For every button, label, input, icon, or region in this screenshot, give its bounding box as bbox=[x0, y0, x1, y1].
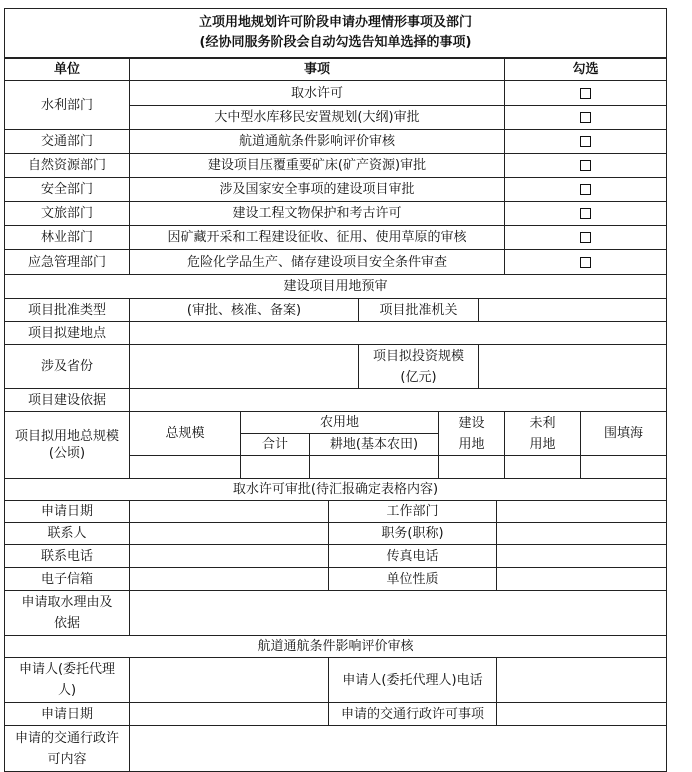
item-grassland: 因矿藏开采和工程建设征收、征用、使用草原的审核 bbox=[129, 225, 505, 250]
unit-nature-field[interactable] bbox=[496, 567, 667, 591]
approval-type-field[interactable]: (审批、核准、备案) bbox=[129, 298, 359, 322]
check-cell bbox=[504, 105, 667, 130]
check-cell bbox=[504, 249, 667, 275]
water-apply-date-field[interactable] bbox=[129, 500, 329, 523]
dept-culture: 文旅部门 bbox=[4, 201, 130, 226]
checkbox[interactable] bbox=[580, 184, 591, 195]
header-item: 事项 bbox=[129, 58, 505, 81]
checkbox[interactable] bbox=[580, 232, 591, 243]
applicant-phone-field[interactable] bbox=[496, 657, 667, 703]
dept-transport: 交通部门 bbox=[4, 129, 130, 154]
province-field[interactable] bbox=[129, 344, 359, 389]
checkbox[interactable] bbox=[580, 257, 591, 268]
reclamation-label: 围填海 bbox=[580, 411, 667, 456]
item-resettlement: 大中型水库移民安置规划(大纲)审批 bbox=[129, 105, 505, 130]
email-field[interactable] bbox=[129, 567, 329, 591]
approval-org-field[interactable] bbox=[478, 298, 667, 322]
checkbox[interactable] bbox=[580, 136, 591, 147]
construction-land-label: 建设用地 bbox=[438, 411, 505, 456]
permit-content-field[interactable] bbox=[129, 725, 667, 772]
unused-land-label: 未利用地 bbox=[504, 411, 581, 456]
dept-emergency: 应急管理部门 bbox=[4, 249, 130, 275]
basis-field[interactable] bbox=[129, 388, 667, 412]
work-dept-label: 工作部门 bbox=[328, 500, 497, 523]
phone-label: 联系电话 bbox=[4, 544, 130, 568]
farmland-sum-field[interactable] bbox=[240, 455, 310, 479]
dept-security: 安全部门 bbox=[4, 177, 130, 202]
reclamation-field[interactable] bbox=[580, 455, 667, 479]
approval-org-label: 项目批准机关 bbox=[358, 298, 479, 322]
land-area-label: 项目拟用地总规模(公顷) bbox=[4, 411, 130, 479]
phone-field[interactable] bbox=[129, 544, 329, 568]
form-title-line1: 立项用地规划许可阶段申请办理情形事项及部门 bbox=[198, 15, 472, 30]
nav-apply-date-label: 申请日期 bbox=[4, 702, 130, 726]
item-navigation: 航道通航条件影响评价审核 bbox=[129, 129, 505, 154]
item-heritage: 建设工程文物保护和考古许可 bbox=[129, 201, 505, 226]
item-mineral: 建设项目压覆重要矿床(矿产资源)审批 bbox=[129, 153, 505, 178]
construction-land-field[interactable] bbox=[438, 455, 505, 479]
position-label: 职务(职称) bbox=[328, 522, 497, 545]
applicant-label: 申请人(委托代理人) bbox=[4, 657, 130, 703]
site-label: 项目拟建地点 bbox=[4, 321, 130, 345]
water-apply-date-label: 申请日期 bbox=[4, 500, 130, 523]
form-title-line2: (经协同服务阶段会自动勾选告知单选择的事项) bbox=[199, 35, 472, 50]
total-scale-field[interactable] bbox=[129, 455, 241, 479]
permit-item-label: 申请的交通行政许可事项 bbox=[328, 702, 497, 726]
farmland-label: 农用地 bbox=[240, 411, 439, 434]
check-cell bbox=[504, 153, 667, 178]
water-reason-label: 申请取水理由及依据 bbox=[4, 590, 130, 636]
farmland-sum-label: 合计 bbox=[240, 433, 310, 456]
check-cell bbox=[504, 129, 667, 154]
section-land-prereview: 建设项目用地预审 bbox=[4, 274, 667, 299]
form-title bbox=[4, 8, 667, 58]
applicant-phone-label: 申请人(委托代理人)电话 bbox=[328, 657, 497, 703]
work-dept-field[interactable] bbox=[496, 500, 667, 523]
unused-land-field[interactable] bbox=[504, 455, 581, 479]
unit-nature-label: 单位性质 bbox=[328, 567, 497, 591]
permit-item-field[interactable] bbox=[496, 702, 667, 726]
checkbox[interactable] bbox=[580, 160, 591, 171]
total-scale-label: 总规模 bbox=[129, 411, 241, 456]
fax-field[interactable] bbox=[496, 544, 667, 568]
fax-label: 传真电话 bbox=[328, 544, 497, 568]
province-label: 涉及省份 bbox=[4, 344, 130, 389]
check-cell bbox=[504, 225, 667, 250]
section-navigation: 航道通航条件影响评价审核 bbox=[4, 635, 667, 658]
arable-land-field[interactable] bbox=[309, 455, 439, 479]
header-unit: 单位 bbox=[4, 58, 130, 81]
check-cell bbox=[504, 177, 667, 202]
arable-land-label: 耕地(基本农田) bbox=[309, 433, 439, 456]
investment-label: 项目拟投资规模(亿元) bbox=[358, 344, 479, 389]
basis-label: 项目建设依据 bbox=[4, 388, 130, 412]
permit-content-label: 申请的交通行政许可内容 bbox=[4, 725, 130, 772]
check-cell bbox=[504, 80, 667, 106]
item-national-security: 涉及国家安全事项的建设项目审批 bbox=[129, 177, 505, 202]
checkbox[interactable] bbox=[580, 112, 591, 123]
site-field[interactable] bbox=[129, 321, 667, 345]
email-label: 电子信箱 bbox=[4, 567, 130, 591]
dept-natural-resources: 自然资源部门 bbox=[4, 153, 130, 178]
water-reason-field[interactable] bbox=[129, 590, 667, 636]
dept-forestry: 林业部门 bbox=[4, 225, 130, 250]
checkbox[interactable] bbox=[580, 88, 591, 99]
checkbox[interactable] bbox=[580, 208, 591, 219]
contact-field[interactable] bbox=[129, 522, 329, 545]
item-hazardous-chemicals: 危险化学品生产、储存建设项目安全条件审查 bbox=[129, 249, 505, 275]
section-water-permit: 取水许可审批(待汇报确定表格内容) bbox=[4, 478, 667, 501]
position-field[interactable] bbox=[496, 522, 667, 545]
approval-type-label: 项目批准类型 bbox=[4, 298, 130, 322]
contact-label: 联系人 bbox=[4, 522, 130, 545]
applicant-field[interactable] bbox=[129, 657, 329, 703]
investment-field[interactable] bbox=[478, 344, 667, 389]
nav-apply-date-field[interactable] bbox=[129, 702, 329, 726]
header-check: 勾选 bbox=[504, 58, 667, 81]
item-water-permit: 取水许可 bbox=[129, 80, 505, 106]
check-cell bbox=[504, 201, 667, 226]
dept-water: 水利部门 bbox=[4, 80, 130, 130]
